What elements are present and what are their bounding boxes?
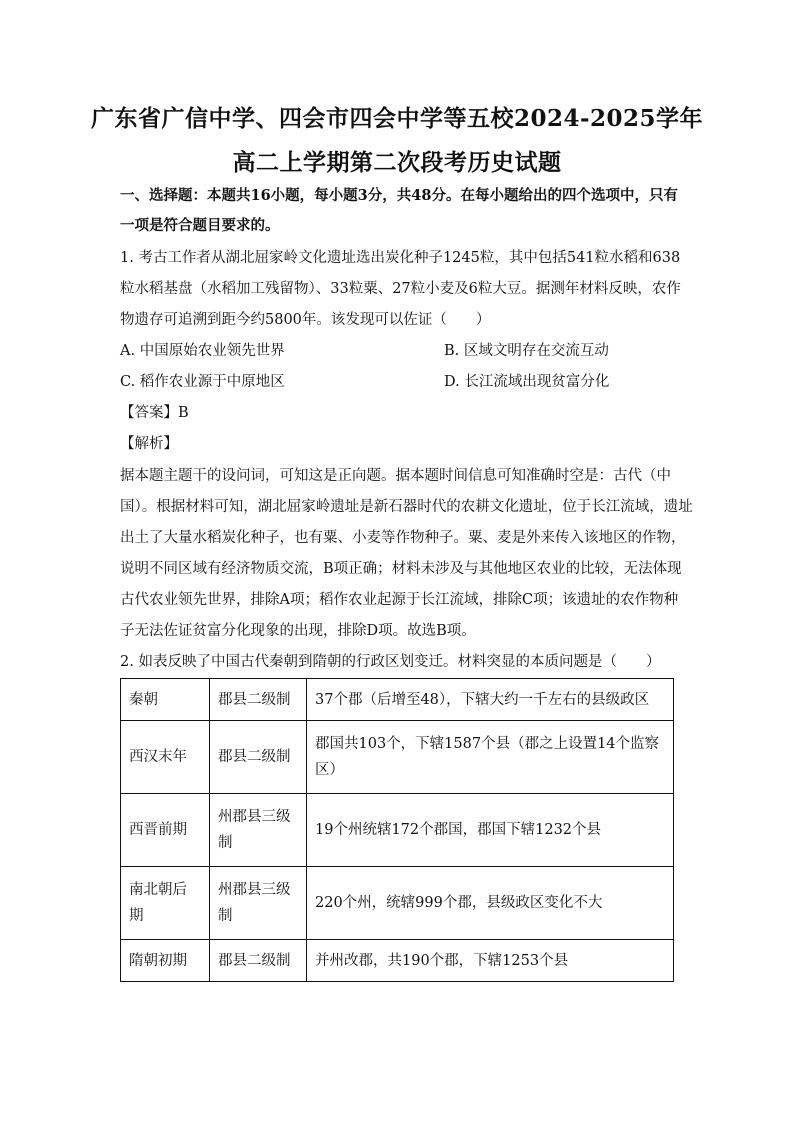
period-cell: 西汉末年	[121, 721, 210, 794]
q1-analysis-line-1: 据本题主题干的设问词，可知这是正向题。据本题时间信息可知准确时空是：古代（中	[120, 468, 671, 484]
period-cell: 隋朝初期	[121, 940, 210, 982]
q1-option-c: C. 稻作农业源于中原地区	[120, 374, 285, 390]
q1-analysis-line-6: 子无法佐证贫富分化现象的出现，排除D项。故选B项。	[120, 623, 476, 639]
q1-analysis-line-3: 出土了大量水稻炭化种子，也有粟、小麦等作物种子。粟、麦是外来传入该地区的作物，	[120, 530, 686, 546]
table-row	[121, 679, 674, 721]
q1-analysis-label: 【解析】	[120, 436, 178, 452]
system-cell: 州郡县三级制	[210, 867, 307, 940]
system-cell: 州郡县三级制	[210, 794, 307, 867]
section-header-line-1: 一、选择题：本题共16小题，每小题3分，共48分。在每小题给出的四个选项中，只有	[120, 187, 678, 204]
period-cell: 西晋前期	[121, 794, 210, 867]
q1-option-a: A. 中国原始农业领先世界	[120, 343, 285, 359]
q1-analysis-line-2: 国）。根据材料可知，湖北屈家岭遗址是新石器时代的农耕文化遗址，位于长江流域，遗址	[120, 499, 693, 515]
q1-option-b: B. 区域文明存在交流互动	[444, 343, 609, 359]
q1-stem-line-1: 1. 考古工作者从湖北屈家岭文化遗址选出炭化种子1245粒，其中包括541粒水稻和638	[120, 250, 681, 266]
system-cell: 郡县二级制	[210, 679, 307, 721]
detail-cell: 37个郡（后增至48），下辖大约一千左右的县级政区	[307, 679, 674, 721]
detail-cell: 220个州，统辖999个郡，县级政区变化不大	[307, 867, 674, 940]
period-cell: 南北朝后期	[121, 867, 210, 940]
section-header-line-2: 一项是符合题目要求的。	[120, 217, 280, 234]
table-row	[121, 721, 674, 794]
q2-stem: 2. 如表反映了中国古代秦朝到隋朝的行政区划变迁。材料突显的本质问题是（ ）	[120, 654, 661, 670]
q1-stem-line-2: 粒水稻基盘（水稻加工残留物）、33粒粟、27粒小麦及6粒大豆。据测年材料反映，农作	[120, 281, 681, 297]
system-cell: 郡县二级制	[210, 940, 307, 982]
table-row	[121, 867, 674, 940]
document-title-line-1: 广东省广信中学、四会市四会中学等五校2024-2025学年	[90, 105, 704, 132]
period-cell: 秦朝	[121, 679, 210, 721]
detail-cell: 19个州统辖172个郡国，郡国下辖1232个县	[307, 794, 674, 867]
q1-answer: 【答案】B	[120, 405, 189, 421]
table-row	[121, 794, 674, 867]
detail-cell: 郡国共103个，下辖1587个县（郡之上设置14个监察区）	[307, 721, 674, 794]
document-title-line-2: 高二上学期第二次段考历史试题	[232, 149, 562, 176]
q1-analysis-line-4: 说明不同区域有经济物质交流，B项正确；材料未涉及与其他地区农业的比较，无法体现	[120, 561, 682, 577]
admin-division-table	[120, 678, 674, 982]
q1-analysis-line-5: 古代农业领先世界，排除A项；稻作农业起源于长江流域，排除C项；该遗址的农作物种	[120, 592, 679, 608]
q1-stem-line-3: 物遗存可追溯到距今约5800年。该发现可以佐证（ ）	[120, 312, 491, 328]
system-cell: 郡县二级制	[210, 721, 307, 794]
table-row	[121, 940, 674, 982]
q1-option-d: D. 长江流域出现贫富分化	[444, 374, 610, 390]
detail-cell: 并州改郡，共190个郡，下辖1253个县	[307, 940, 674, 982]
